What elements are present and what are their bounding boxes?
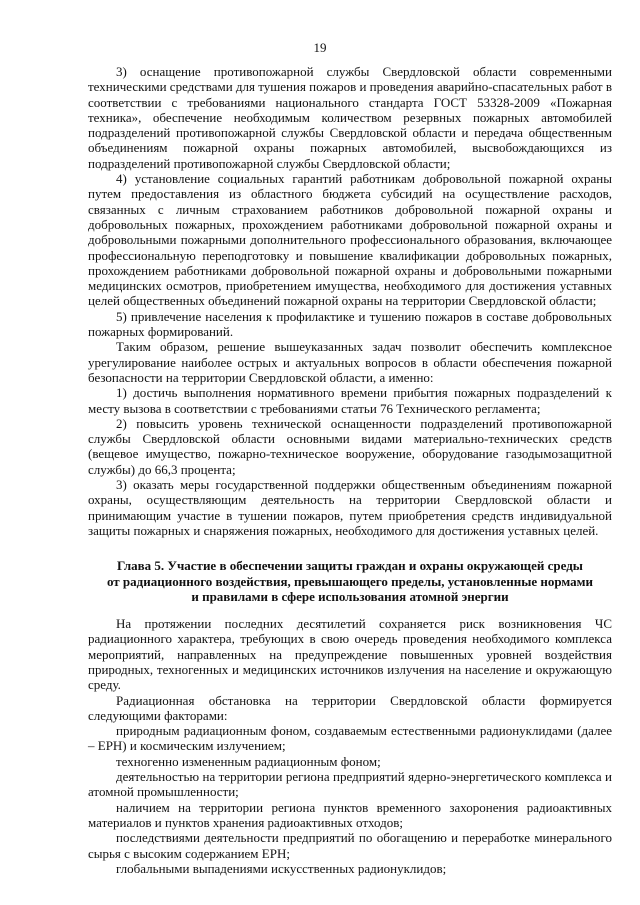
chapter-heading-line-3: и правилами в сфере использования атомной энергии [191,588,509,604]
paragraph-radiation-factors: Радиационная обстановка на территории Свердловской области формируется следующими факторами: [88,692,612,723]
paragraph-summary: Таким образом, решение вышеуказанных задач позволит обеспечить комплексное урегулирование наиболее острых и актуальных вопросов в области обеспечения пожарной безопасности на территории Свердловской области, а именно: [88,339,612,385]
list-item-technogenic-background: техногенно измененным радиационным фоном; [116,753,381,769]
radiation-section [88,616,612,876]
paragraph-item-5-volunteers: 5) привлечение населения к профилактике и тушению пожаров в составе добровольных пожарных формирований. [88,308,612,340]
document-body [88,64,612,882]
paragraph-goal-2: 2) повысить уровень технической оснащенности подразделений противопожарной службы Свердловской области основными видами материально-технических средств (вещевое имущество, пожарно-техническое вооружение, оборудование газодымозащитной службы) до 66,3 процента; [88,415,612,477]
paragraph-goal-1: 1) достичь выполнения нормативного времени прибытия пожарных подразделений к месту вызова в соответствии с требованиями статьи 76 Технического регламента; [88,385,612,416]
list-item-mineral-processing: последствиями деятельности предприятий по обогащению и переработке минерального сырья с высоким содержанием ЕРН; [88,830,612,861]
fire-safety-section [88,64,612,538]
paragraph-item-4-social-guarantees: 4) установление социальных гарантий работникам добровольной пожарной охраны путем предоставления из областного бюджета субсидий на осуществление расходов, связанных с личным страхованием работников добровольной пожарной охраны и добровольных пожарных, прохождением работниками добровольной пожарной охраны и добровольными пожарными дополнительного профессионального образования, включающее профессиональную переподготовку и повышение квалификации добровольных пожарных, прохождением работниками добровольной пожарной охраны и добровольными пожарными медицинских осмотров, приобретением имущества, необходимого для достижения уставных целей общественных объединений пожарной охраны на территории Свердловской области; [88,171,612,309]
paragraph-goal-3: 3) оказать меры государственной поддержки общественным объединениям пожарной охраны, осуществляющим деятельность на территории Свердловской области и принимающим участие в тушении пожаров, путем приобретения средств индивидуальной защиты пожарных и снаряжения пожарных, необходимого для достижения уставных целей. [88,477,612,538]
list-item-nuclear-enterprises: деятельностью на территории региона предприятий ядерно-энергетического комплекса и атомной промышленности; [88,769,612,800]
page-number: 19 [313,40,327,55]
list-item-natural-background: природным радиационным фоном, создаваемым естественными радионуклидами (далее – ЕРН) и космическим излучением; [88,723,612,754]
paragraph-radiation-risk: На протяжении последних десятилетий сохраняется риск возникновения ЧС радиационного характера, требующих в свою очередь проведения необходимого комплекса мероприятий, направленных на предупреждение повышенных уровней воздействия природных, техногенных и медицинских источников излучения на население и окружающую среду. [88,616,612,693]
paragraph-item-3-fire-equipment: 3) оснащение противопожарной службы Свердловской области современными техническими средствами для тушения пожаров и проведения аварийно-спасательных работ в соответствии с требованиями национального стандарта ГОСТ 53328-2009 «Пожарная техника», обеспечение необходимым количеством резервных пожарных автомобилей подразделений противопожарной службы Свердловской области и передача общественным объединениям пожарной охраны пожарных автомобилей, высвобождающихся из подразделений противопожарной службы Свердловской области; [88,64,612,171]
chapter-heading-line-2: от радиационного воздействия, превышающего пределы, установленные нормами [106,573,594,589]
chapter-heading [88,558,612,604]
list-item-waste-storage: наличием на территории региона пунктов временного захоронения радиоактивных материалов и пунктов хранения радиоактивных отходов; [88,799,612,830]
chapter-heading-line-1: Глава 5. Участие в обеспечении защиты граждан и охраны окружающей среды [117,558,583,574]
list-item-global-fallout: глобальными выпадениями искусственных радионуклидов; [116,860,447,876]
